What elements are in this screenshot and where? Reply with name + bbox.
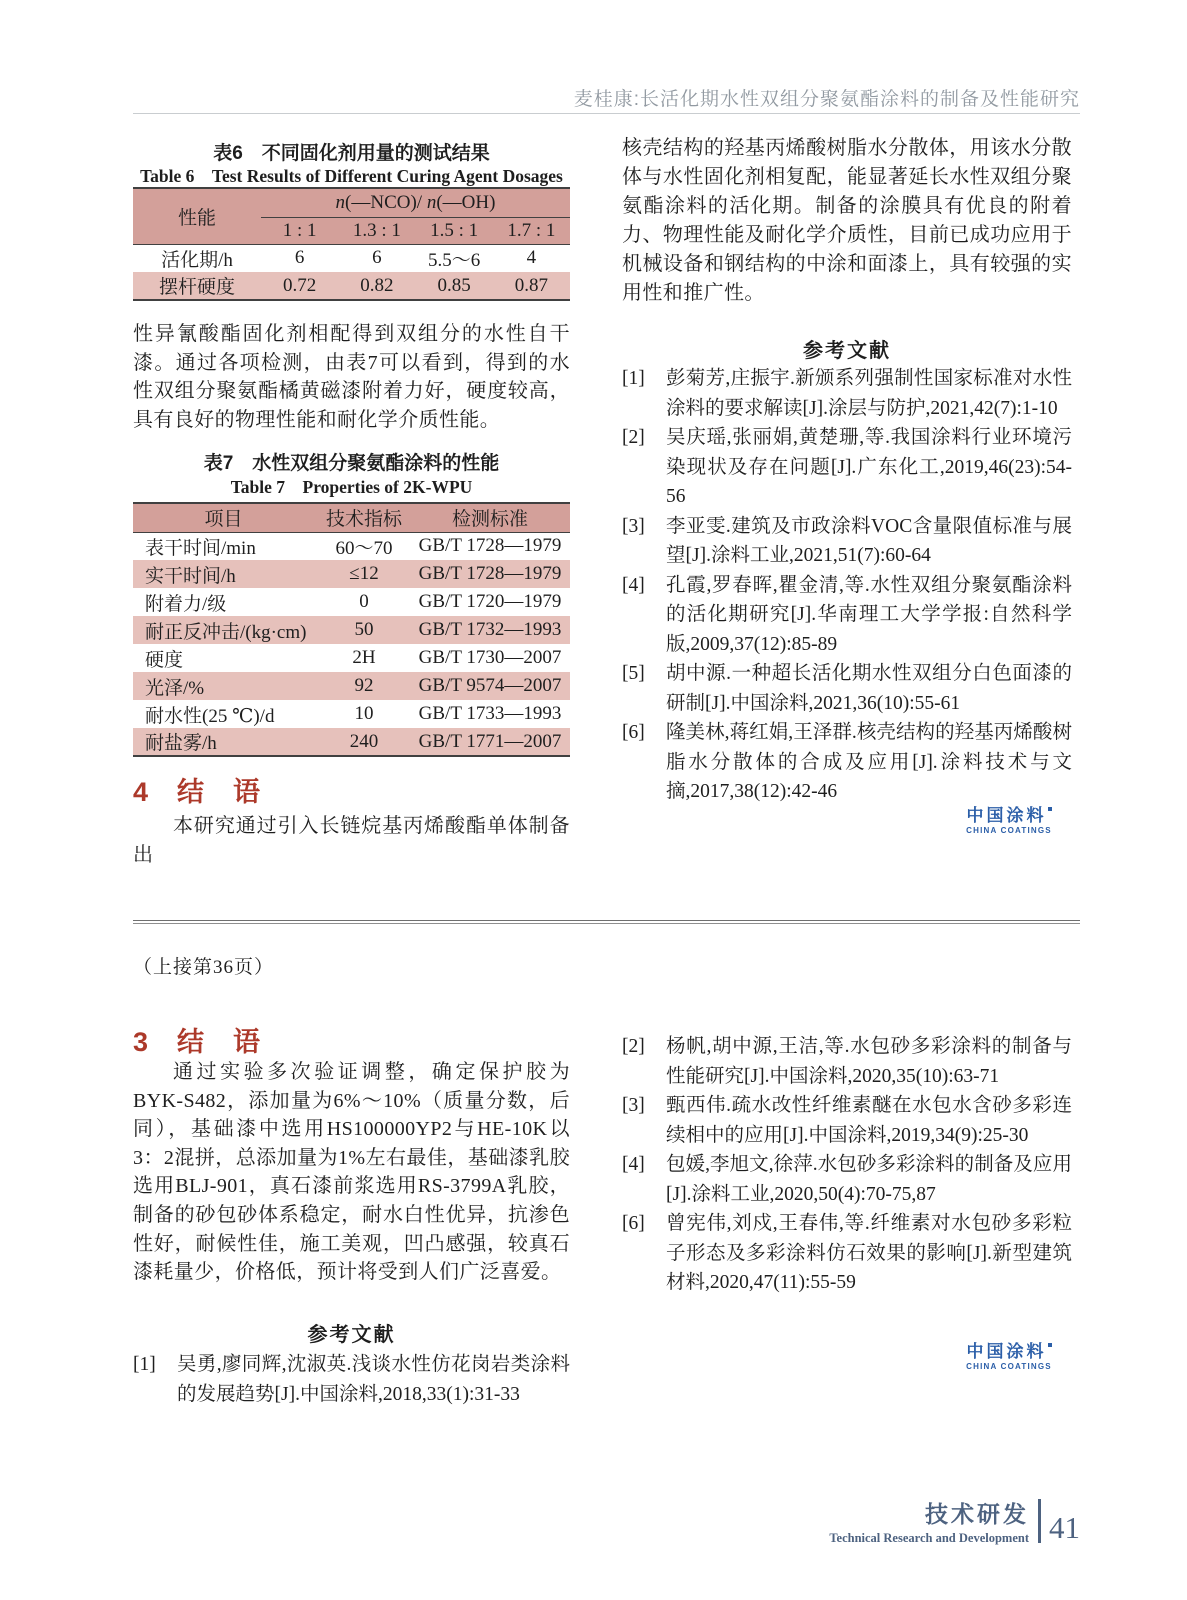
table7-cell: 240: [318, 728, 410, 756]
table7-row: [133, 672, 570, 700]
article1-conclusion-line: 本研究通过引入长链烷基丙烯酸酯单体制备出: [133, 815, 570, 866]
article2-references-right: [622, 1032, 1072, 1298]
table7-row: [133, 616, 570, 644]
table6-cell: 摆杆硬度: [133, 272, 261, 300]
article1-section-heading: 4 结 语: [133, 777, 262, 807]
table6-subheader: 1.7 : 1: [493, 217, 570, 244]
table7-cell: 2H: [352, 647, 376, 668]
reference-number: [1]: [133, 1354, 156, 1375]
article1-references: [622, 364, 1072, 807]
table7-cell: 硬度: [145, 649, 184, 671]
table6-cell: 活化期/h: [161, 249, 233, 271]
reference-text: 吴勇,廖同辉,沈淑英.浅谈水性仿花岗岩类涂料的发展趋势[J].中国涂料,2018,33(1):31-33: [177, 1354, 570, 1405]
reference-item: [622, 423, 1072, 512]
running-head-rule: [133, 113, 1080, 114]
logo-registered-mark-icon: [1048, 807, 1052, 811]
reference-text: 隆美林,蒋红娟,王泽群.核壳结构的羟基丙烯酸树脂水分散体的合成及应用[J].涂料技术与文摘,2017,38(12):42-46: [666, 722, 1072, 802]
table6-cell: 0.82: [338, 272, 415, 300]
logo-text-en: CHINA COATINGS: [966, 1362, 1052, 1372]
reference-number: [6]: [622, 722, 645, 743]
table6-cell: 4: [526, 247, 537, 269]
table7-cell: 60～70: [335, 537, 393, 559]
reference-number: [2]: [622, 427, 645, 448]
table6-group-header: n(—NCO)/ n(—OH): [261, 188, 570, 217]
article2-paragraph: 通过实验多次验证调整，确定保护胶为BYK-S482，添加量为6%～10%（质量分数，后同），基础漆中选用HS100000YP2与HE-10K以3：2混拼，总添加量为1%左右最佳，基础漆乳胶选用BLJ-901，真石漆前浆选用RS-3799A乳胶，制备的砂包砂体系稳定，耐水白性优异，抗渗色性好，耐候性佳，施工美观，凹凸感强，较真石漆耗量少，价格低，预计将受到人们广泛喜爱。: [133, 1061, 570, 1284]
table7-cell: GB/T 1730—2007: [418, 647, 562, 668]
table7-caption-cn: 表7 水性双组分聚氨酯涂料的性能: [203, 453, 500, 474]
reference-item: [622, 1209, 1072, 1298]
table7: [133, 502, 570, 757]
article1-right-paragraph: 核壳结构的羟基丙烯酸树脂水分散体，用该水分散体与水性固化剂相复配，能显著延长水性双组分聚氨酯涂料的活化期。制备的涂膜具有优良的附着力、物理性能及耐化学介质性，目前已成功应用于机械设备和钢结构的中涂和面漆上，具有较强的实用性和推广性。: [622, 137, 1072, 304]
logo-text-cn: 中国涂料: [966, 1342, 1047, 1361]
reference-item: [622, 512, 1072, 571]
reference-text: 甄西伟.疏水改性纤维素醚在水包水含砂多彩连续相中的应用[J].中国涂料,2019,34(9):25-30: [666, 1095, 1072, 1146]
article-divider-rule: [133, 920, 1080, 924]
table6-cell: 0.72: [261, 272, 338, 300]
table6-cell: 6: [372, 247, 382, 269]
table7-cell: GB/T 1728—1979: [418, 535, 562, 557]
footer-section: [829, 1496, 1029, 1546]
table6-cell: 0.87: [493, 272, 570, 300]
reference-item: [622, 1032, 1072, 1091]
table7-header: 技术指标: [318, 503, 410, 532]
reference-text: 胡中源.一种超长活化期水性双组分白色面漆的研制[J].中国涂料,2021,36(10):55-61: [666, 663, 1072, 714]
logo-text-cn: 中国涂料: [966, 806, 1047, 825]
table6-caption-cn: 表6 不同固化剂用量的测试结果: [213, 143, 490, 164]
footer-section-cn: 技术研发: [925, 1501, 1029, 1527]
reference-text: 彭菊芳,庄振宇.新颁系列强制性国家标准对水性涂料的要求解读[J].涂层与防护,2021,42(7):1-10: [666, 368, 1072, 419]
table7-cell: 10: [354, 703, 374, 724]
table6-cell: 5.5～6: [427, 249, 481, 271]
table6-subheader: 1.5 : 1: [416, 217, 493, 244]
table7-cell: GB/T 1728—1979: [410, 560, 570, 588]
reference-text: 杨帆,胡中源,王洁,等.水包砂多彩涂料的制备与性能研究[J].中国涂料,2020,35(10):63-71: [666, 1036, 1072, 1087]
table6-row: [133, 244, 570, 272]
continued-from-note: （上接第36页）: [133, 957, 275, 978]
china-coatings-logo: [953, 1342, 1065, 1372]
article2-references-heading: 参考文献: [307, 1324, 396, 1346]
table7-cell: 50: [318, 616, 410, 644]
table7-cell: 耐正反冲击/(kg·cm): [133, 616, 318, 644]
table6-header-perf: 性能: [133, 188, 261, 244]
table7-cell: GB/T 1720—1979: [418, 591, 562, 612]
table7-cell: GB/T 1733—1993: [418, 703, 562, 724]
table7-cell: GB/T 1771—2007: [410, 728, 570, 756]
table6-row: [133, 272, 570, 300]
article2-references-left: [133, 1350, 570, 1409]
reference-item: [622, 1150, 1072, 1209]
table6-subheader: 1 : 1: [261, 217, 338, 244]
table7-cell: 附着力/级: [145, 593, 227, 615]
table6-caption-en: Table 6 Test Results of Different Curing Agent Dosages: [140, 166, 563, 186]
reference-item: [133, 1350, 570, 1409]
table6: [133, 187, 570, 301]
reference-number: [4]: [622, 574, 645, 596]
table7-cell: 实干时间/h: [133, 560, 318, 588]
table7-cell: 光泽/%: [133, 672, 318, 700]
footer-divider-bar: [1038, 1499, 1041, 1543]
table7-header: 检测标准: [410, 503, 570, 532]
reference-number: [3]: [622, 1095, 645, 1116]
table6-cell: 0.85: [416, 272, 493, 300]
china-coatings-logo: [953, 806, 1065, 836]
reference-number: [4]: [622, 1154, 645, 1175]
reference-text: 李亚雯.建筑及市政涂料VOC含量限值标准与展望[J].涂料工业,2021,51(7):60-64: [666, 515, 1072, 566]
table7-cell: ≤12: [318, 560, 410, 588]
logo-text-en: CHINA COATINGS: [966, 826, 1052, 836]
page-footer: [133, 1496, 1080, 1546]
table7-row: [133, 532, 570, 560]
reference-number: [3]: [622, 515, 645, 537]
running-head: 麦桂康:长活化期水性双组分聚氨酯涂料的制备及性能研究: [573, 89, 1080, 110]
table7-cell: 耐水性(25 ℃)/d: [145, 705, 275, 727]
reference-text: 孔霞,罗春晖,瞿金清,等.水性双组分聚氨酯涂料的活化期研究[J].华南理工大学学报:自然科学版,2009,37(12):85-89: [666, 574, 1072, 655]
reference-number: [6]: [622, 1213, 645, 1234]
table7-cell: 0: [359, 591, 369, 612]
table7-row: [133, 588, 570, 616]
reference-item: [622, 364, 1072, 423]
page-number: 41: [1049, 1510, 1080, 1545]
table7-caption-en: Table 7 Properties of 2K-WPU: [230, 477, 473, 497]
footer-section-en: Technical Research and Development: [829, 1531, 1029, 1545]
table7-cell: GB/T 1732—1993: [410, 616, 570, 644]
table7-row: [133, 644, 570, 672]
table7-cell: GB/T 9574—2007: [410, 672, 570, 700]
table7-cell: 耐盐雾/h: [133, 728, 318, 756]
article1-references-heading: 参考文献: [803, 340, 891, 362]
table7-cell: 92: [318, 672, 410, 700]
reference-item: [622, 1091, 1072, 1150]
table7-cell: 表干时间/min: [145, 537, 256, 559]
reference-item: [622, 718, 1072, 807]
article1-left-paragraph: 性异氰酸酯固化剂相配得到双组分的水性自干漆。通过各项检测，由表7可以看到，得到的水性双组分聚氨酯橘黄磁漆附着力好，硬度较高，具有良好的物理性能和耐化学介质性能。: [133, 323, 570, 431]
reference-number: [2]: [622, 1036, 645, 1057]
table7-row: [133, 728, 570, 756]
reference-item: [622, 571, 1072, 660]
table6-cell: 6: [294, 247, 305, 269]
table6-subheader: 1.3 : 1: [338, 217, 415, 244]
table7-header: 项目: [133, 503, 318, 532]
table7-row: [133, 560, 570, 588]
table7-row: [133, 700, 570, 728]
reference-item: [622, 659, 1072, 718]
reference-text: 包媛,李旭文,徐萍.水包砂多彩涂料的制备及应用[J].涂料工业,2020,50(4):70-75,87: [666, 1154, 1072, 1205]
reference-text: 曾宪伟,刘戍,王春伟,等.纤维素对水包砂多彩粒子形态及多彩涂料仿石效果的影响[J].新型建筑材料,2020,47(11):55-59: [666, 1213, 1072, 1293]
reference-text: 吴庆瑶,张丽娟,黄楚珊,等.我国涂料行业环境污染现状及存在问题[J].广东化工,2019,46(23):54-56: [666, 427, 1072, 507]
logo-registered-mark-icon: [1048, 1343, 1052, 1347]
reference-number: [5]: [622, 663, 645, 684]
article2-section-heading: 3 结 语: [133, 1027, 262, 1057]
reference-number: [1]: [622, 368, 645, 389]
